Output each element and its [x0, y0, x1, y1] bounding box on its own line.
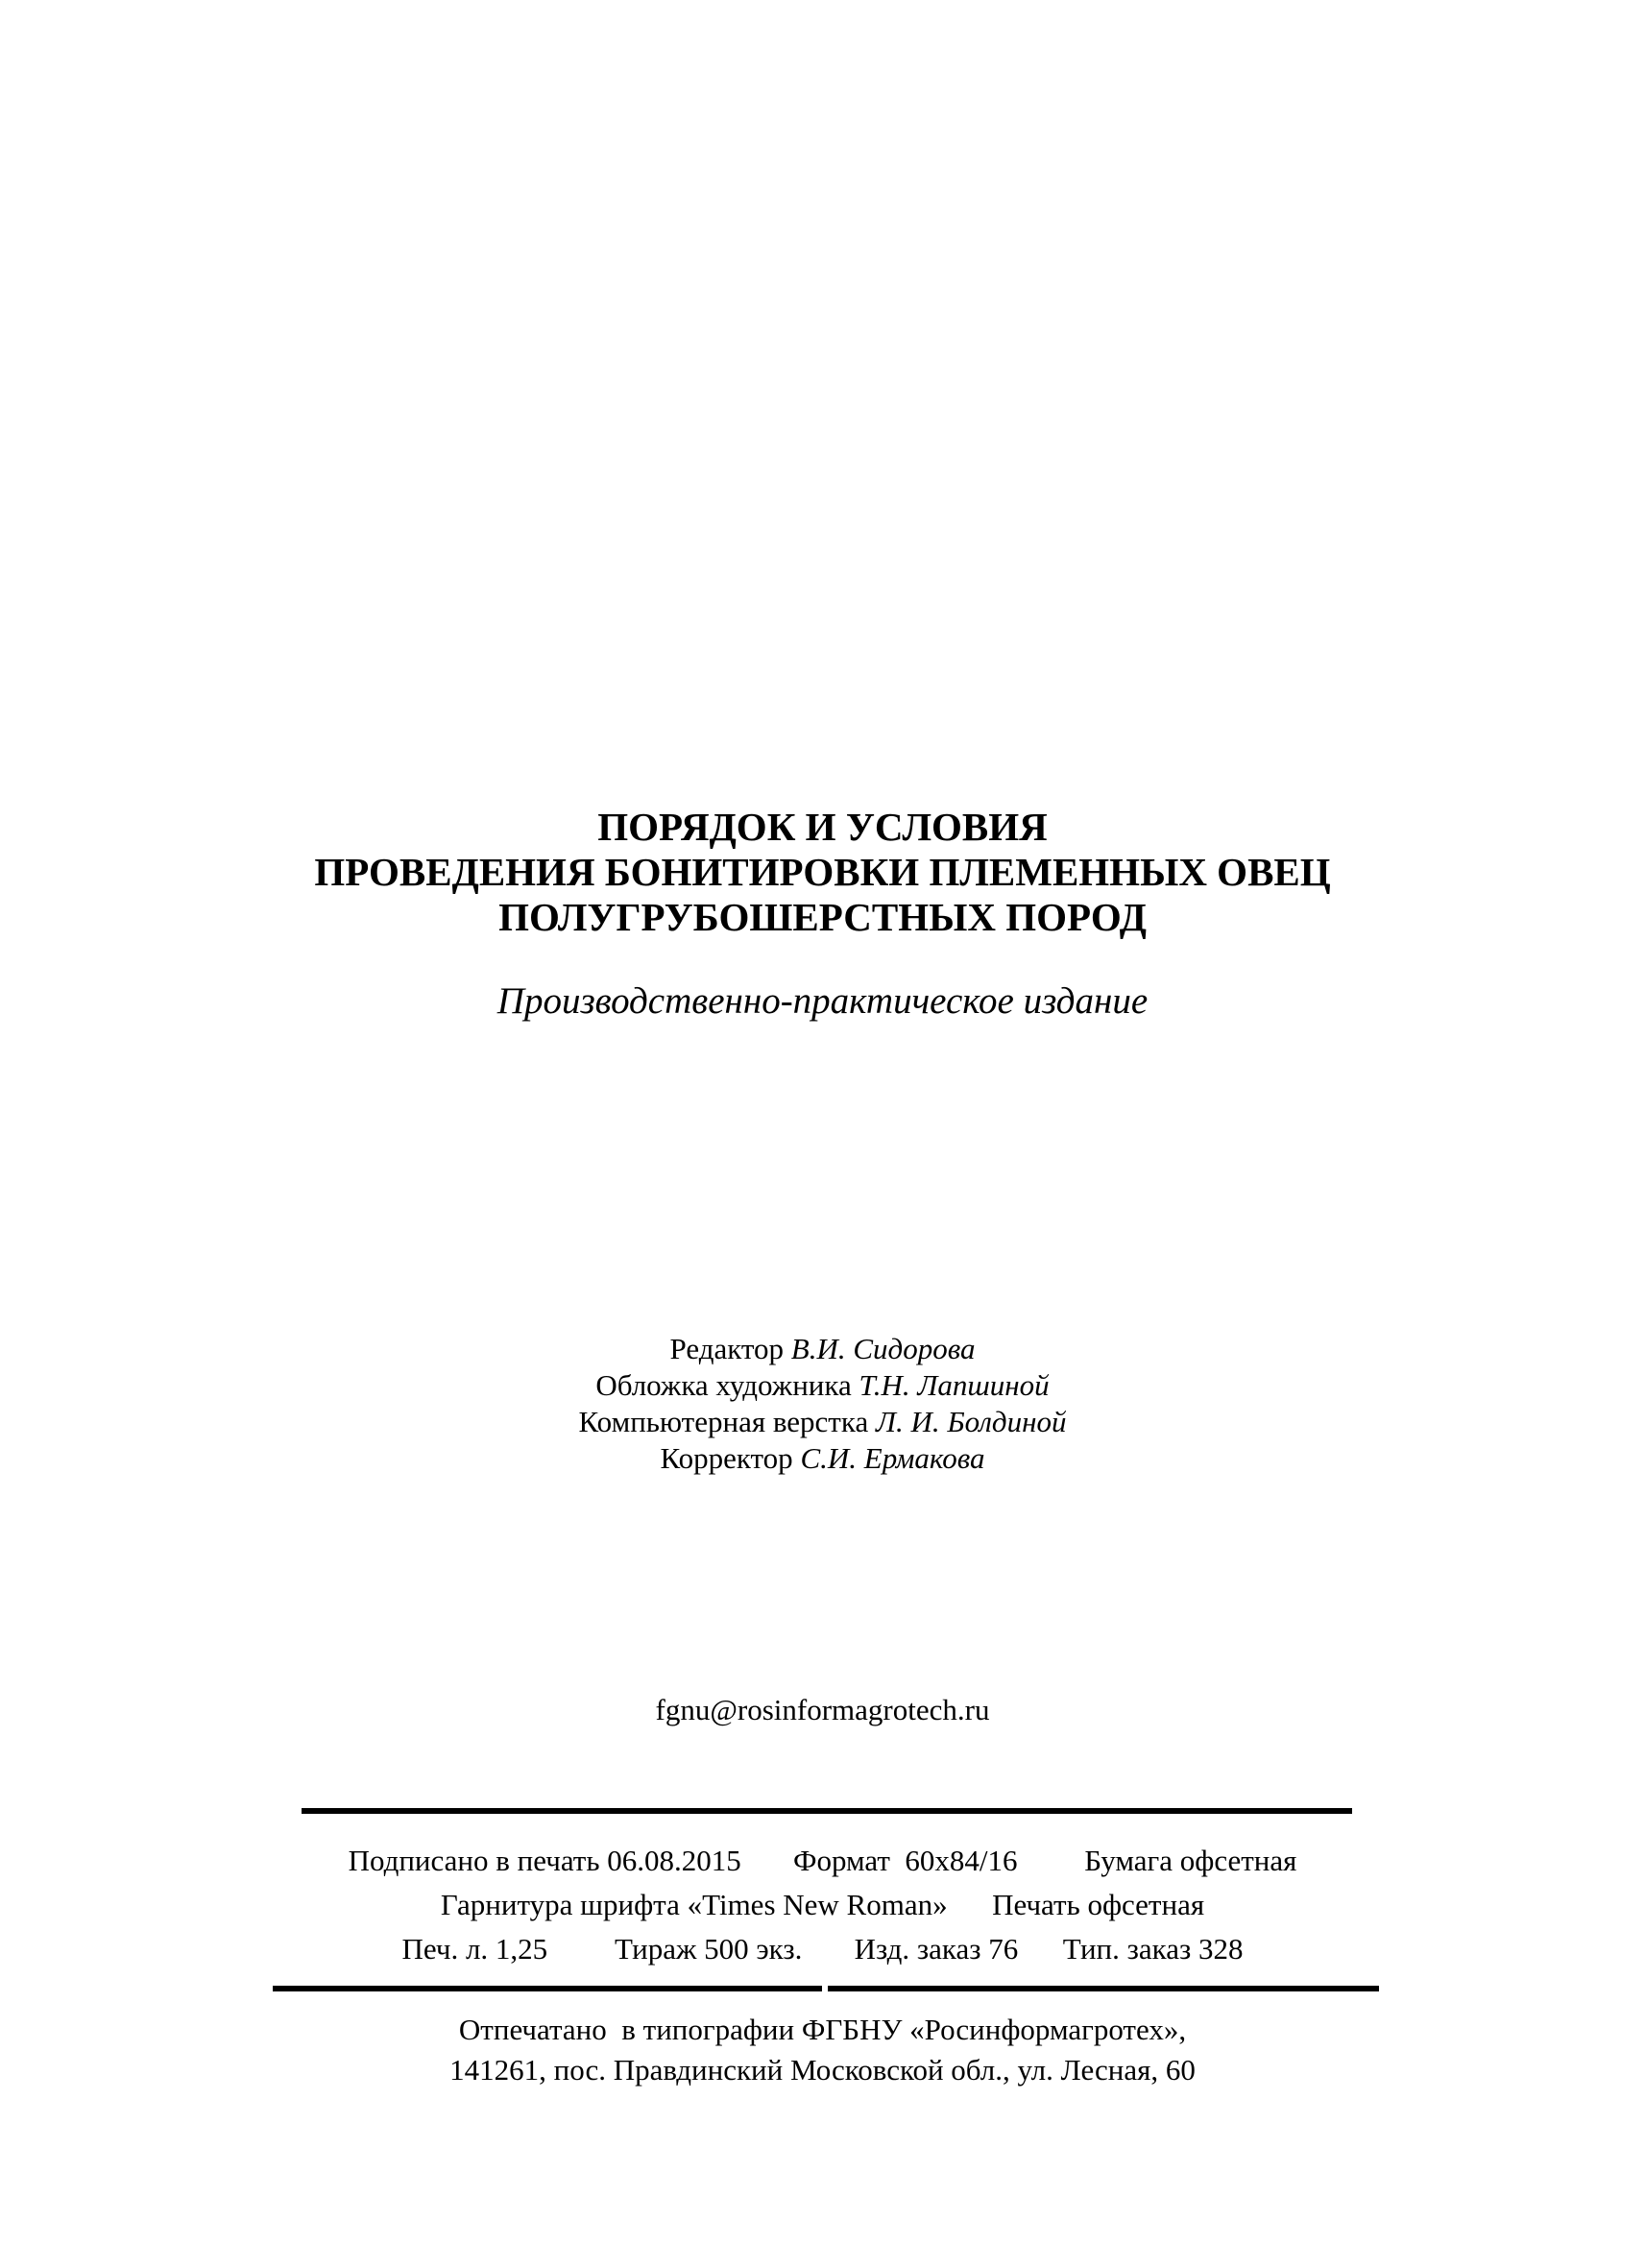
imprint-row-2 [0, 1883, 1645, 1927]
printer-info [0, 2010, 1645, 2090]
credit-editor [0, 1331, 1645, 1367]
title-line-3: ПОЛУГРУБОШЕРСТНЫХ ПОРОД [498, 895, 1147, 939]
title-line-2: ПРОВЕДЕНИЯ БОНИТИРОВКИ ПЛЕМЕННЫХ ОВЕЦ [314, 850, 1331, 894]
divider-bottom-left [273, 1986, 822, 1991]
imprint-paper: Бумага офсетная [1084, 1844, 1297, 1877]
divider-bottom-right [828, 1986, 1379, 1991]
contact-email: fgnu@rosinformagrotech.ru [655, 1693, 990, 1726]
credit-name: Т.Н. Лапшиной [859, 1368, 1050, 1402]
publication-type: Производственно-практическое издание [496, 980, 1149, 1022]
imprint-print-order: Тип. заказ 328 [1062, 1932, 1244, 1966]
printer-line-2: 141261, пос. Правдинский Московской обл., ул. Лесная, 60 [449, 2053, 1196, 2087]
credits-block [0, 1331, 1645, 1477]
divider-top [302, 1808, 1352, 1814]
credit-proofreader [0, 1440, 1645, 1477]
credit-name: Л. И. Болдиной [875, 1405, 1067, 1438]
imprint-pub-order: Изд. заказ 76 [854, 1932, 1019, 1966]
imprint-block [0, 1839, 1645, 1971]
imprint-signed: Подписано в печать 06.08.2015 [348, 1844, 741, 1877]
imprint-row-3 [0, 1927, 1645, 1971]
imprint-run: Тираж 500 экз. [614, 1932, 803, 1966]
imprint-row-1 [0, 1839, 1645, 1883]
credit-cover-artist [0, 1367, 1645, 1404]
imprint-print: Печать офсетная [992, 1888, 1205, 1921]
credit-role: Компьютерная верстка [578, 1405, 869, 1438]
credit-name: С.И. Ермакова [800, 1441, 985, 1475]
credit-layout [0, 1404, 1645, 1440]
imprint-format: Формат 60х84/16 [792, 1844, 1018, 1877]
credit-role: Обложка художника [595, 1368, 852, 1402]
credit-role: Редактор [669, 1332, 785, 1365]
imprint-sheets: Печ. л. 1,25 [401, 1932, 548, 1966]
imprint-font: Гарнитура шрифта «Times New Roman» [440, 1888, 948, 1921]
printer-line-1: Отпечатано в типографии ФГБНУ «Росинформагротех», [458, 2013, 1187, 2046]
book-title [0, 805, 1645, 940]
credit-role: Корректор [660, 1441, 793, 1475]
credit-name: В.И. Сидорова [790, 1332, 976, 1365]
title-line-1: ПОРЯДОК И УСЛОВИЯ [597, 805, 1048, 849]
